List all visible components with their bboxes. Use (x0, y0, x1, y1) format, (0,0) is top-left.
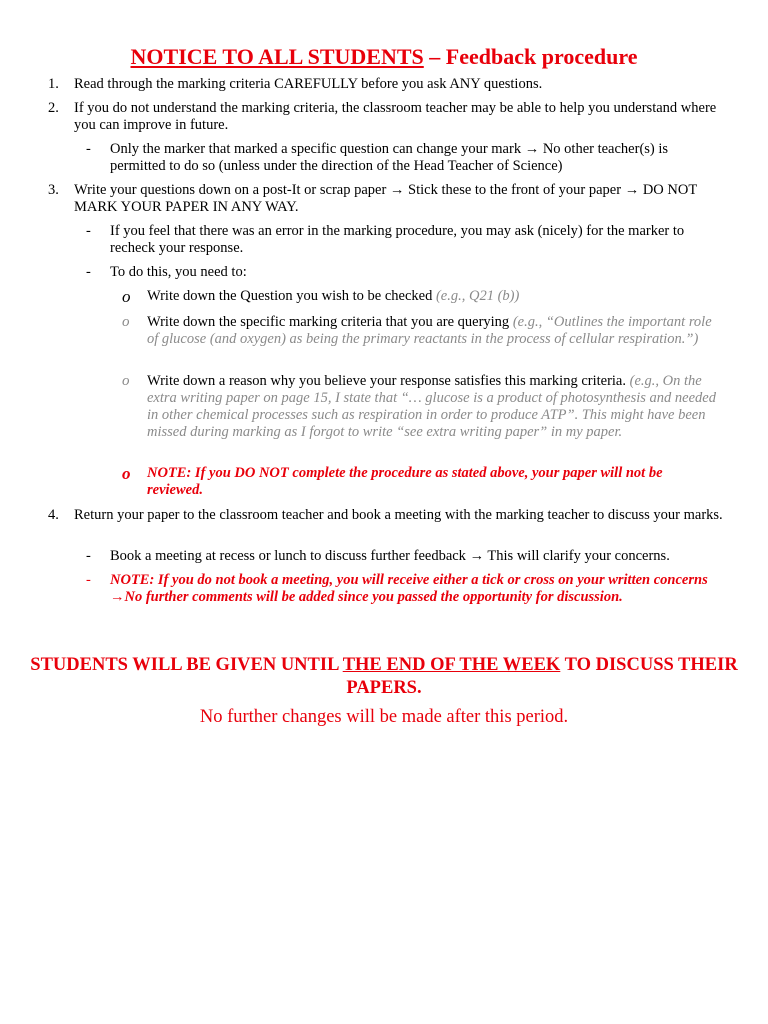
list-item-4 (48, 507, 728, 524)
item-number: 3. (48, 182, 59, 198)
arrow-icon: → (524, 141, 540, 157)
text-part: Write your questions down on a post-It or scrap paper (74, 182, 390, 198)
text-part: Write down a reason why you believe your response satisfies this marking criteria. (147, 373, 630, 389)
list-item-1 (48, 76, 728, 93)
sub-bullet-text: NOTE: If you DO NOT complete the procedure as stated above, your paper will not be reviewed. (147, 465, 663, 498)
bullet-text (110, 548, 726, 565)
text-part: Book a meeting at recess or lunch to discuss further feedback (110, 548, 470, 564)
sub-bullet-item (122, 288, 722, 305)
text-part: Write down the specific marking criteria that you are querying (147, 314, 513, 330)
example-text: (e.g., “Outlines the important role of glucose (and oxygen) as being the primary reactants in the process of cellular respiration.”) (147, 314, 712, 347)
item-text: If you do not understand the marking criteria, the classroom teacher may be able to help you understand where you can improve in future. (74, 100, 717, 133)
list-item-2 (48, 100, 728, 134)
circle-marker: o (122, 464, 131, 483)
bullet-item (86, 548, 726, 565)
deadline-notice (0, 654, 768, 700)
sub-bullet-item (122, 373, 722, 441)
text-part: STUDENTS WILL BE GIVEN UNTIL (30, 655, 343, 675)
example-text: (e.g., Q21 (b)) (435, 288, 520, 304)
bullet-item (86, 223, 726, 257)
arrow-icon: → (469, 548, 485, 564)
dash-marker: - (86, 141, 91, 157)
dash-marker: - (86, 264, 91, 280)
text-part: This will clarify your concerns. (484, 548, 670, 564)
text-part: DO NOT MARK YOUR PAPER IN ANY WAY. (74, 182, 697, 215)
bullet-text: To do this, you need to: (110, 264, 247, 280)
title-rest: – Feedback procedure (423, 44, 638, 69)
sub-bullet-text (147, 373, 722, 441)
text-part: No other teacher(s) is permitted to do so (unless under the direction of the Head Teacher of Science) (110, 141, 669, 174)
dash-marker: - (86, 572, 91, 588)
bullet-item (86, 141, 726, 175)
text-part: Only the marker that marked a specific question can change your mark (110, 141, 525, 157)
sub-bullet-item (122, 465, 722, 499)
dash-marker: - (86, 223, 91, 239)
bullet-item (86, 264, 726, 281)
sub-bullet-item (122, 314, 722, 348)
sub-bullet-text (147, 314, 722, 348)
bullet-text (110, 572, 726, 606)
item-text: Read through the marking criteria CAREFULLY before you ask ANY questions. (74, 76, 543, 92)
page-title (0, 44, 768, 70)
sub-bullet-text (147, 288, 722, 305)
circle-marker: o (122, 373, 130, 389)
text-part: Write down the Question you wish to be checked (147, 288, 436, 304)
example-text: (e.g., On the extra writing paper on page 15, I state that “… glucose is a product of photosynthesis and needed in other chemical processes such as respiration in order to produce ATP”. This might have been missed during marking as I forgot to write “see extra writing paper” in my paper. (147, 373, 716, 440)
deadline-underlined: THE END OF THE WEEK (342, 655, 561, 675)
text-part: TO DISCUSS THEIR PAPERS. (346, 655, 738, 698)
circle-marker: o (122, 314, 130, 330)
text-part: NOTE: If you do not book a meeting, you will receive either a tick or cross on your written concerns (110, 572, 708, 588)
item-number: 4. (48, 507, 59, 523)
title-underlined: NOTICE TO ALL STUDENTS (130, 44, 424, 69)
dash-marker: - (86, 548, 91, 564)
arrow-icon: → (389, 182, 405, 198)
bullet-text: If you feel that there was an error in the marking procedure, you may ask (nicely) for the marker to recheck your response. (110, 223, 685, 256)
item-number: 2. (48, 100, 59, 116)
text-part: No further comments will be added since you passed the opportunity for discussion. (124, 589, 623, 605)
final-note: No further changes will be made after this period. (199, 707, 569, 727)
list-item-3 (48, 182, 728, 216)
item-text: Return your paper to the classroom teacher and book a meeting with the marking teacher to discuss your marks. (74, 507, 723, 523)
bullet-item (86, 572, 726, 606)
arrow-icon: → (110, 589, 125, 605)
item-text (74, 182, 728, 216)
circle-marker: o (122, 287, 131, 306)
arrow-icon: → (624, 182, 640, 198)
text-part: Stick these to the front of your paper (404, 182, 625, 198)
item-number: 1. (48, 76, 59, 92)
bullet-text (110, 141, 726, 175)
